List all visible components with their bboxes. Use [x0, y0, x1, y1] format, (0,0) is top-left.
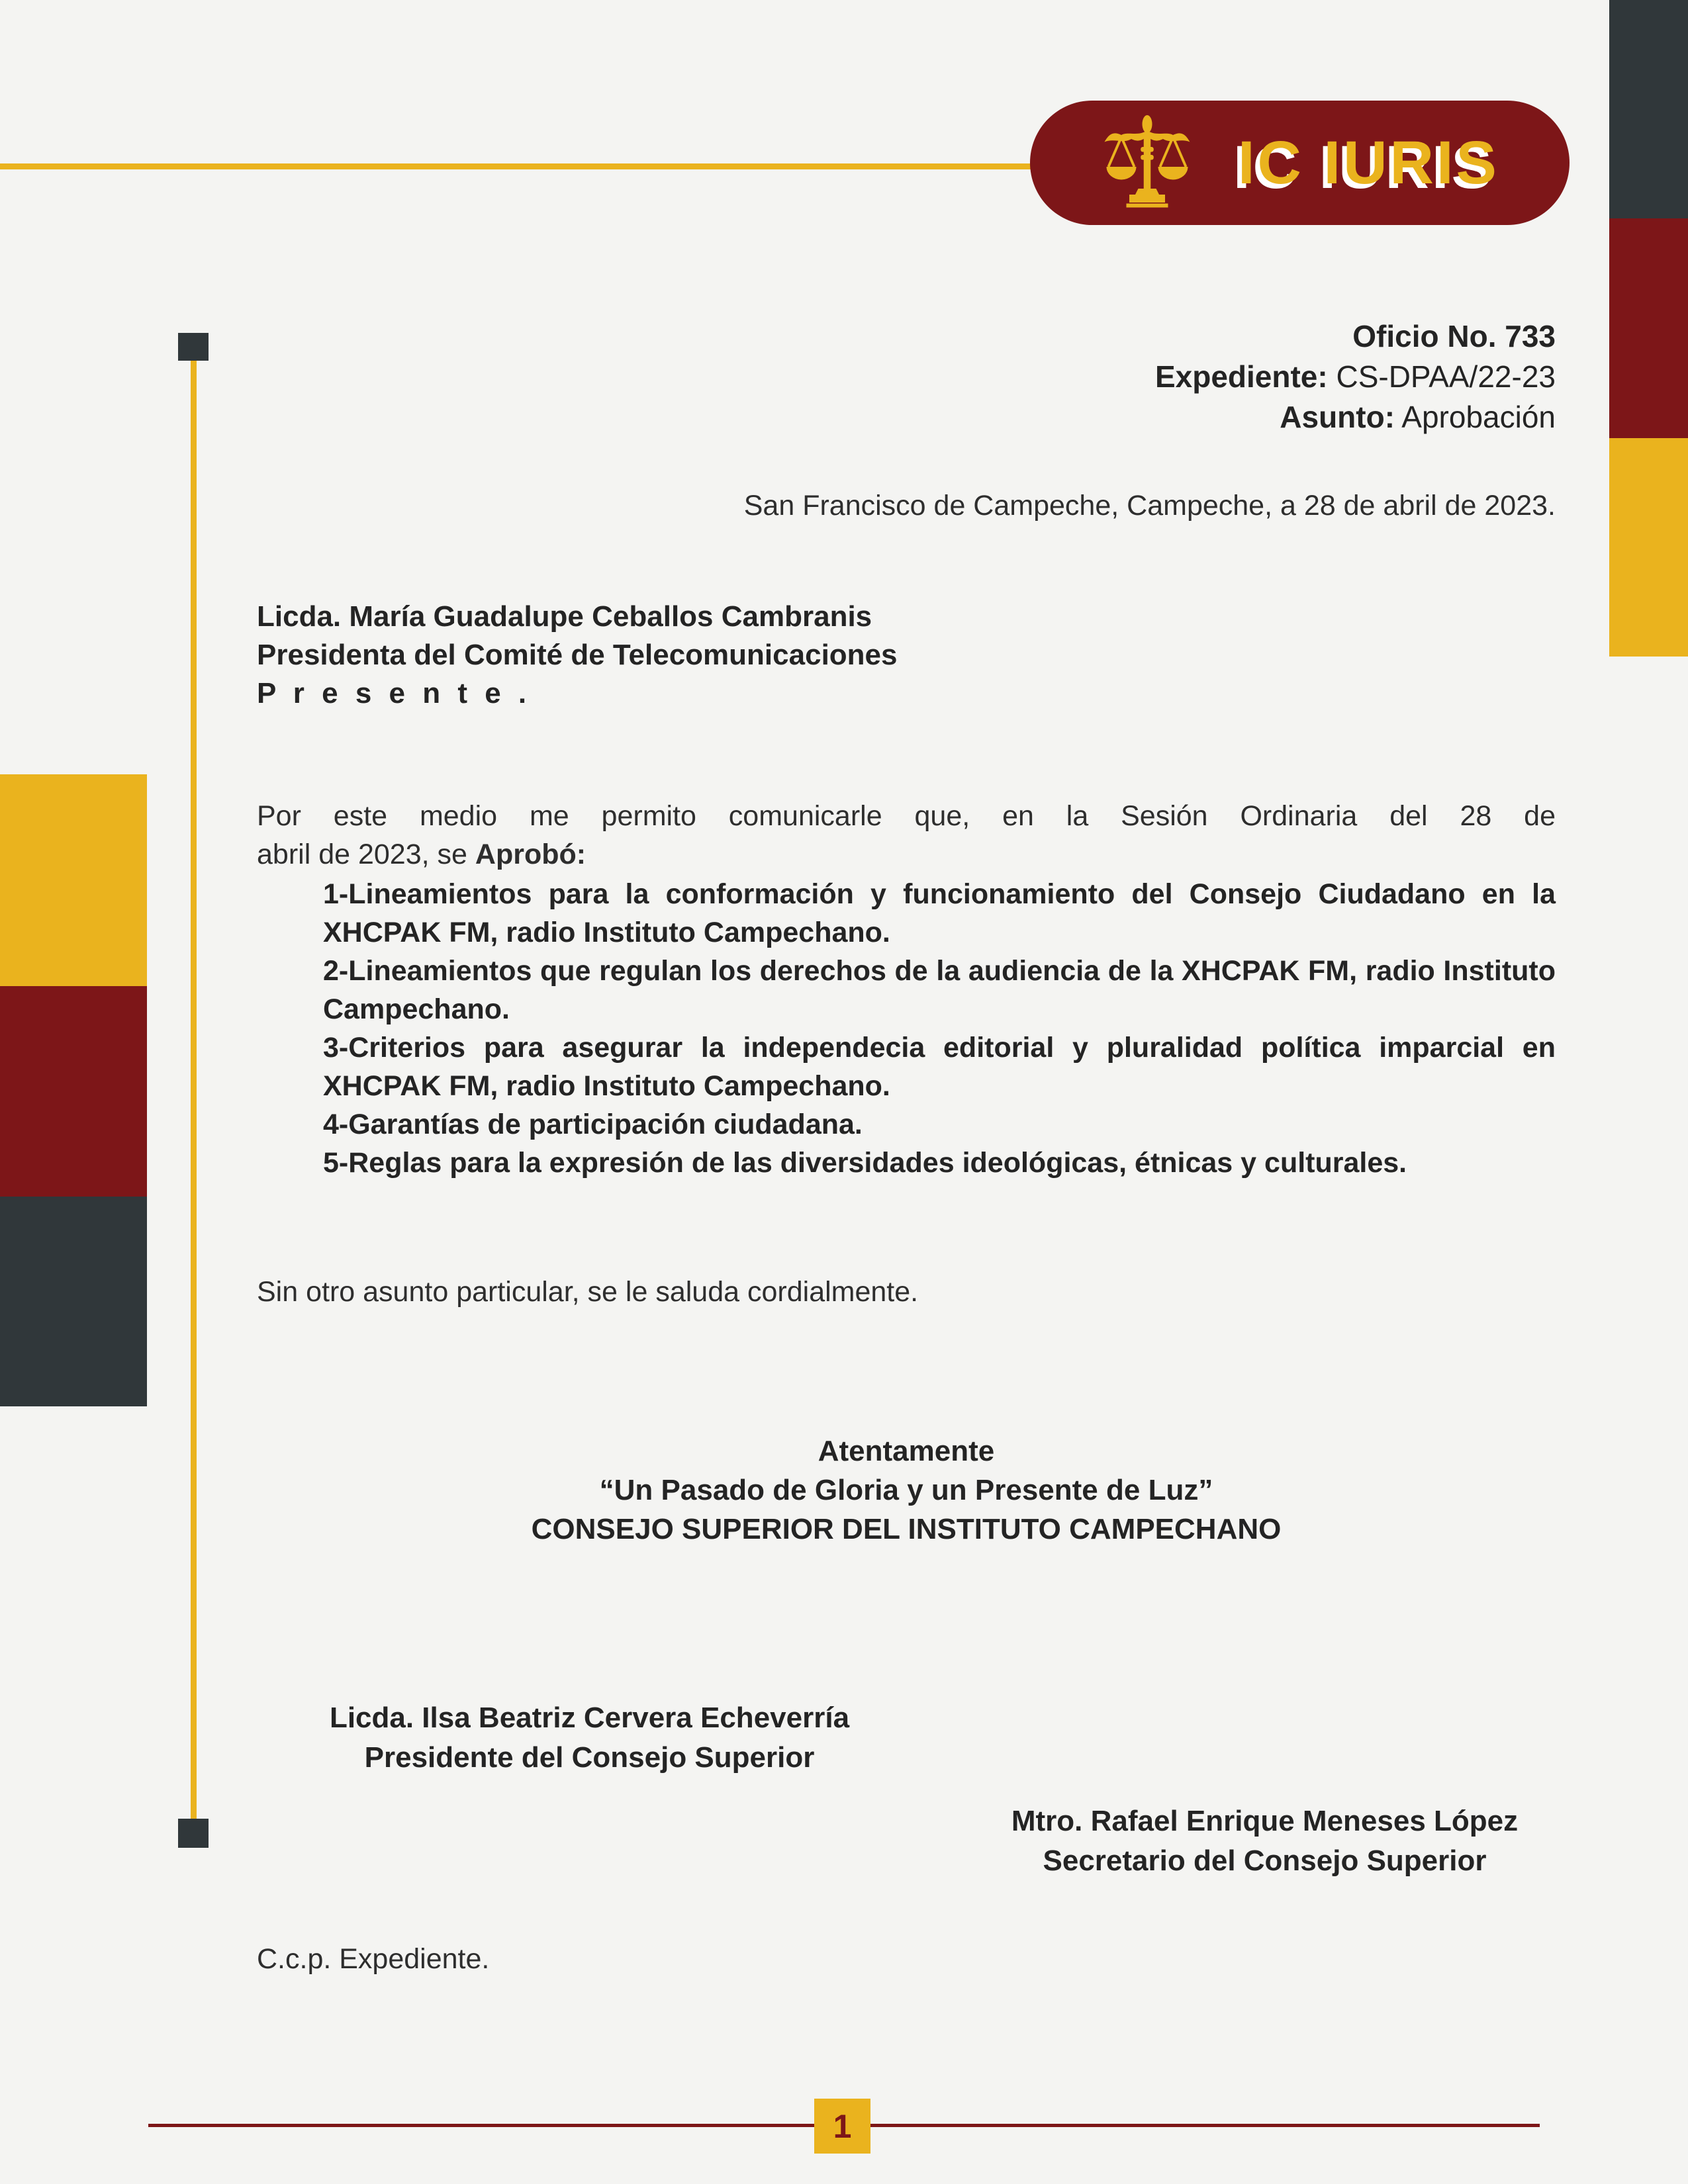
institution-motto: “Un Pasado de Gloria y un Presente de Luz”: [599, 1474, 1213, 1506]
top-square-marker: [178, 333, 209, 361]
dateline: San Francisco de Campeche, Campeche, a 28 de abril de 2023.: [743, 490, 1556, 522]
recipient-title: Presidenta del Comité de Telecomunicaciones: [257, 639, 898, 671]
asunto-label: Asunto:: [1280, 400, 1395, 434]
closing-sentence: Sin otro asunto particular, se le saluda cordialmente.: [257, 1276, 919, 1308]
list-item: 3-Criterios para asegurar la independecia editorial y pluralidad política imparcial en XHCPAK FM, radio Instituto Campechano.: [323, 1032, 1556, 1102]
right-margin-gold-block: [1609, 438, 1688, 657]
bottom-square-marker: [178, 1819, 209, 1848]
list-item: 4-Garantías de participación ciudadana.: [323, 1109, 863, 1140]
page-number: 1: [833, 2107, 852, 2145]
ic-iuris-logo: [1030, 101, 1570, 225]
oficio-header: [1155, 316, 1556, 437]
left-margin-maroon-block: [0, 986, 147, 1197]
secretary-name: Mtro. Rafael Enrique Meneses López: [1011, 1805, 1519, 1837]
asunto-value: Aprobación: [1401, 400, 1556, 434]
header-gold-line: [0, 163, 1036, 169]
approved-items-list: [323, 875, 1556, 1182]
president-title: Presidente del Consejo Superior: [364, 1741, 815, 1774]
intro-aprobo: Aprobó:: [475, 839, 586, 870]
asunto-line: [1155, 397, 1556, 437]
left-vertical-gold-line: [191, 359, 197, 1819]
page-number-badge: [814, 2099, 870, 2154]
atentamente-block: [257, 1432, 1556, 1549]
oficio-number: Oficio No. 733: [1352, 319, 1556, 353]
intro-line-2: [257, 835, 1556, 874]
left-margin-gold-block: [0, 774, 147, 986]
right-margin-maroon-block: [1609, 218, 1688, 438]
expediente-label: Expediente:: [1154, 359, 1328, 394]
intro-line-2-text: abril de 2023, se: [257, 839, 475, 870]
intro-paragraph: [257, 797, 1556, 874]
recipient-salutation: P r e s e n t e .: [257, 677, 532, 709]
list-item: 5-Reglas para la expresión de las diversidades ideológicas, étnicas y culturales.: [323, 1147, 1407, 1179]
signature-president: [257, 1698, 922, 1778]
recipient-block: [257, 598, 897, 713]
list-item: 1-Lineamientos para la conformación y funcionamiento del Consejo Ciudadano en la XHCPAK FM, radio Instituto Campechano.: [323, 878, 1556, 948]
logo-text: IC IURIS: [1238, 128, 1499, 197]
recipient-name: Licda. María Guadalupe Ceballos Cambranis: [257, 600, 872, 633]
signature-secretary: [932, 1801, 1597, 1881]
ccp-note: C.c.p. Expediente.: [257, 1943, 490, 1975]
list-item: 2-Lineamientos que regulan los derechos de la audiencia de la XHCPAK FM, radio Instituto Campechano.: [323, 955, 1556, 1025]
left-margin-dark-block: [0, 1197, 147, 1406]
expediente-line: [1155, 357, 1556, 397]
institution-name: CONSEJO SUPERIOR DEL INSTITUTO CAMPECHANO: [531, 1513, 1282, 1545]
scales-of-justice-icon: [1098, 113, 1197, 212]
president-name: Licda. Ilsa Beatriz Cervera Echeverría: [329, 1702, 850, 1734]
intro-line-1: Por este medio me permito comunicarle que, en la Sesión Ordinaria del 28 de: [257, 800, 1556, 832]
atentamente: Atentamente: [818, 1435, 995, 1467]
secretary-title: Secretario del Consejo Superior: [1043, 1844, 1487, 1877]
right-margin-dark-block: [1609, 0, 1688, 218]
expediente-value: CS-DPAA/22-23: [1336, 359, 1556, 394]
